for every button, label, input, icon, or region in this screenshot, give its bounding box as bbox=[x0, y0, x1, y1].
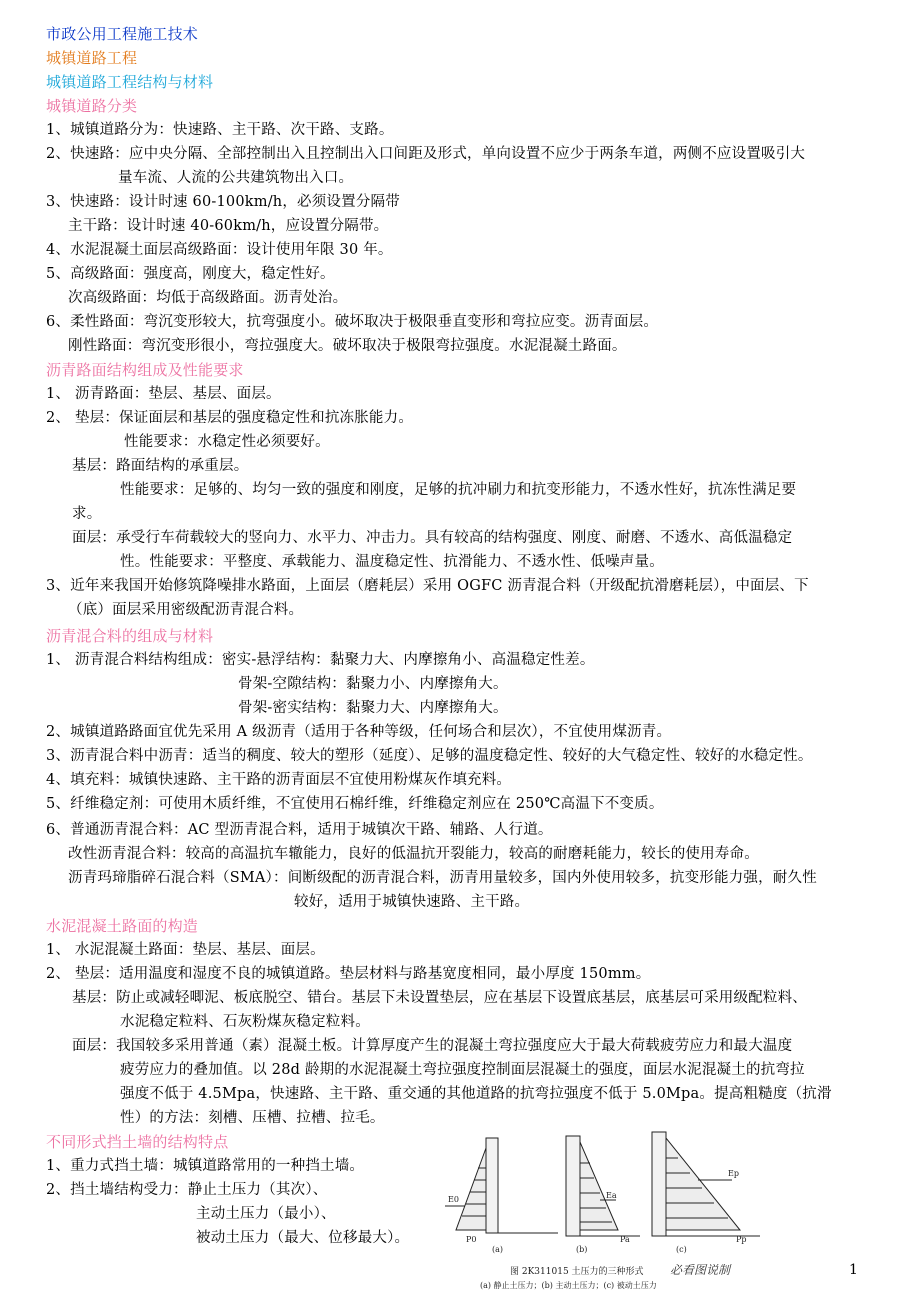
subsection-heading: 沥青混合料的组成与材料 bbox=[46, 627, 214, 645]
subsection-heading: 不同形式挡土墙的结构特点 bbox=[46, 1133, 229, 1151]
figure-label: (a) bbox=[492, 1245, 504, 1254]
text-line: 量车流、人流的公共建筑物出入口。 bbox=[118, 170, 354, 186]
text-line: 性）的方法：刻槽、压槽、拉槽、拉毛。 bbox=[120, 1110, 385, 1126]
text-line: 5、高级路面：强度高，刚度大，稳定性好。 bbox=[46, 266, 335, 282]
figure-label: P0 bbox=[466, 1235, 477, 1244]
text-line: （底）面层采用密级配沥青混合料。 bbox=[68, 602, 304, 618]
text-line: 骨架-空隙结构：黏聚力小、内摩擦角大。 bbox=[238, 676, 508, 692]
text-line: 强度不低于 4.5Mpa，快速路、主干路、重交通的其他道路的抗弯拉强度不低于 5.0Mpa。提高粗糙度（抗滑 bbox=[120, 1086, 832, 1102]
figure-label: (c) bbox=[676, 1245, 687, 1254]
text-line: 3、近年来我国开始修筑降噪排水路面，上面层（磨耗层）采用 OGFC 沥青混合料（开级配抗滑磨耗层），中面层、下 bbox=[46, 578, 809, 594]
pressure-triangle-b bbox=[580, 1142, 618, 1230]
text-line: 性能要求：足够的、均匀一致的强度和刚度，足够的抗冲刷力和抗变形能力，不透水性好，抗冻性满足要 bbox=[120, 482, 797, 498]
wall-b bbox=[566, 1136, 580, 1236]
text-line: 2、 垫层：适用温度和湿度不良的城镇道路。垫层材料与路基宽度相同，最小厚度 150mm。 bbox=[46, 966, 651, 982]
figure-label: Ea bbox=[606, 1191, 617, 1200]
figure-label: Pp bbox=[736, 1235, 747, 1244]
text-line: 4、填充料：城镇快速路、主干路的沥青面层不宜使用粉煤灰作填充料。 bbox=[46, 772, 512, 788]
text-line: 1、 沥青混合料结构组成：密实-悬浮结构：黏聚力大、内摩擦角小、高温稳定性差。 bbox=[46, 652, 595, 668]
chapter-heading: 城镇道路工程 bbox=[46, 49, 138, 67]
text-line: 基层：路面结构的承重层。 bbox=[72, 458, 249, 474]
text-line: 3、沥青混合料中沥青：适当的稠度、较大的塑形（延度）、足够的温度稳定性、较好的大气稳定性、较好的水稳定性。 bbox=[46, 748, 813, 764]
text-line: 1、 沥青路面：垫层、基层、面层。 bbox=[46, 386, 281, 402]
text-line: 求。 bbox=[72, 506, 102, 522]
text-line: 较好，适用于城镇快速路、主干路。 bbox=[294, 894, 530, 910]
text-line: 4、水泥混凝土面层高级路面：设计使用年限 30 年。 bbox=[46, 242, 393, 258]
text-line: 性能要求：水稳定性必须要好。 bbox=[124, 434, 330, 450]
text-line: 面层：我国较多采用普通（素）混凝土板。计算厚度产生的混凝土弯拉强度应大于最大荷载疲劳应力和最大温度 bbox=[72, 1038, 793, 1054]
text-line: 沥青玛𤧛脂碎石混合料（SMA）：间断级配的沥青混合料，沥青用量较多，国内外使用较多，抗变形能力强，耐久性 bbox=[68, 870, 817, 886]
text-line: 被动土压力（最大、位移最大）。 bbox=[196, 1230, 410, 1246]
text-line: 面层：承受行车荷载较大的竖向力、水平力、冲击力。具有较高的结构强度、刚度、耐磨、不透水、高低温稳定 bbox=[72, 530, 793, 546]
subsection-heading: 水泥混凝土路面的构造 bbox=[46, 917, 199, 935]
figure-label: (b) bbox=[576, 1245, 588, 1254]
section-heading: 城镇道路工程结构与材料 bbox=[46, 73, 214, 91]
figure-caption: 图 2K311015 土压力的三种形式 bbox=[510, 1267, 644, 1277]
text-line: 5、纤维稳定剂：可使用木质纤维，不宜使用石棉纤维，纤维稳定剂应在 250℃高温下不变质。 bbox=[46, 796, 664, 812]
figure-subcaption: (a) 静止土压力；(b) 主动土压力；(c) 被动土压力 bbox=[480, 1281, 657, 1290]
wall-c bbox=[652, 1132, 666, 1236]
subsection-heading: 城镇道路分类 bbox=[46, 97, 138, 115]
text-line: 1、城镇道路分为：快速路、主干路、次干路、支路。 bbox=[46, 122, 394, 138]
text-line: 6、普通沥青混合料：AC 型沥青混合料，适用于城镇次干路、辅路、人行道。 bbox=[46, 822, 553, 838]
pressure-triangle-a bbox=[456, 1148, 486, 1230]
text-line: 疲劳应力的叠加值。以 28d 龄期的水泥混凝土弯拉强度控制面层混凝土的强度，面层水泥混凝土的抗弯拉 bbox=[120, 1062, 805, 1078]
text-line: 1、重力式挡土墙：城镇道路常用的一种挡土墙。 bbox=[46, 1158, 365, 1174]
page-number: 1 bbox=[849, 1262, 858, 1278]
text-line: 2、挡土墙结构受力：静止土压力（其次）、 bbox=[46, 1182, 328, 1198]
text-line: 性。性能要求：平整度、承载能力、温度稳定性、抗滑能力、不透水性、低噪声量。 bbox=[120, 554, 664, 570]
text-line: 基层：防止或减轻唧泥、板底脱空、错台。基层下未设置垫层，应在基层下设置底基层，底基层可采用级配粒料、 bbox=[72, 990, 807, 1006]
figure-label: E0 bbox=[448, 1195, 459, 1204]
text-line: 水泥稳定粒料、石灰粉煤灰稳定粒料。 bbox=[120, 1014, 370, 1030]
text-line: 改性沥青混合料：较高的高温抗车辙能力，良好的低温抗开裂能力，较高的耐磨耗能力，较长的使用寿命。 bbox=[68, 846, 759, 862]
text-line: 主动土压力（最小）、 bbox=[196, 1206, 336, 1222]
pressure-triangle-c bbox=[666, 1138, 740, 1230]
text-line: 刚性路面：弯沉变形很小，弯拉强度大。破坏取决于极限弯拉强度。水泥混凝土路面。 bbox=[68, 338, 627, 354]
figure-label: Pa bbox=[620, 1235, 630, 1244]
earth-pressure-figure bbox=[440, 1118, 770, 1298]
text-line: 2、快速路：应中央分隔、全部控制出入且控制出入口间距及形式，单向设置不应少于两条车道，两侧不应设置吸引大 bbox=[46, 146, 806, 162]
text-line: 骨架-密实结构：黏聚力大、内摩擦角大。 bbox=[238, 700, 508, 716]
title-heading: 市政公用工程施工技术 bbox=[46, 25, 199, 43]
text-line: 6、柔性路面：弯沉变形较大，抗弯强度小。破坏取决于极限垂直变形和弯拉应变。沥青面层。 bbox=[46, 314, 659, 330]
text-line: 3、快速路：设计时速 60-100km/h，必须设置分隔带 bbox=[46, 194, 400, 210]
figure-label: Ep bbox=[728, 1169, 739, 1178]
watermark: 必看图说制 bbox=[670, 1263, 731, 1277]
text-line: 1、 水泥混凝土路面：垫层、基层、面层。 bbox=[46, 942, 325, 958]
text-line: 2、 垫层：保证面层和基层的强度稳定性和抗冻胀能力。 bbox=[46, 410, 414, 426]
wall-a bbox=[486, 1138, 498, 1233]
text-line: 次高级路面：均低于高级路面。沥青处治。 bbox=[68, 290, 348, 306]
text-line: 2、城镇道路路面宜优先采用 A 级沥青（适用于各种等级，任何场合和层次），不宜使用煤沥青。 bbox=[46, 724, 672, 740]
subsection-heading: 沥青路面结构组成及性能要求 bbox=[46, 361, 244, 379]
text-line: 主干路：设计时速 40-60km/h，应设置分隔带。 bbox=[68, 218, 389, 234]
